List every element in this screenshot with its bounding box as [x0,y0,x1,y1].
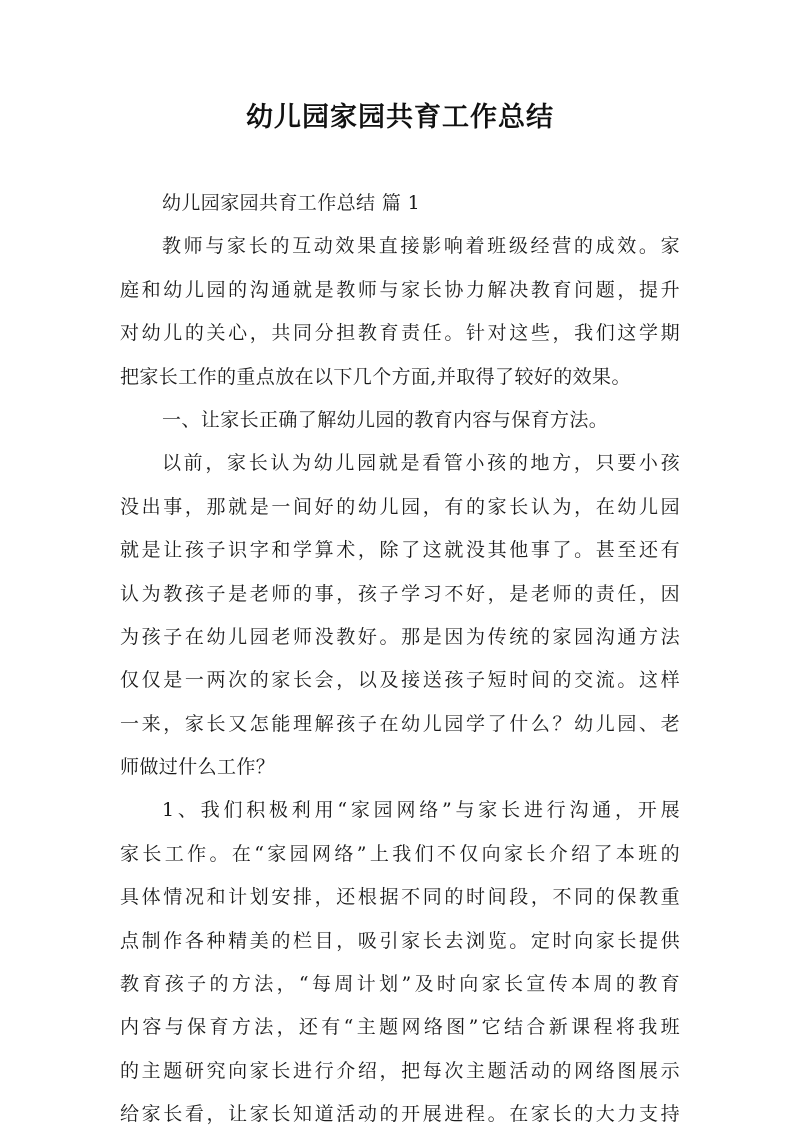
body-line: 一、让家长正确了解幼儿园的教育内容与保育方法。 [162,408,609,431]
body-line: 教师与家长的互动效果直接影响着班级经营的成效。家 [162,235,680,258]
document-body [120,182,680,1137]
body-line: 仅仅是一两次的家长会，以及接送孩子短时间的交流。这样 [120,669,680,692]
body-line: 一来，家长又怎能理解孩子在幼儿园学了什么？幼儿园、老 [120,712,680,735]
body-line: 没出事，那就是一间好的幼儿园，有的家长认为，在幼儿园 [120,495,680,518]
body-line: 具体情况和计划安排，还根据不同的时间段，不同的保教重 [120,886,680,909]
body-line: 把家长工作的重点放在以下几个方面,并取得了较好的效果。 [120,365,631,388]
document-title: 幼儿园家园共育工作总结 [246,102,554,133]
body-line: 师做过什么工作？ [120,756,276,779]
body-line: 幼儿园家园共育工作总结 篇 1 [162,192,421,214]
body-line: 1、我们积极利用“家园网络”与家长进行沟通，开展 [162,799,680,822]
body-line: 认为教孩子是老师的事，孩子学习不好，是老师的责任，因 [120,582,680,605]
body-line: 教育孩子的方法，“每周计划”及时向家长宣传本周的教育 [120,973,680,996]
body-line: 为孩子在幼儿园老师没教好。那是因为传统的家园沟通方法 [120,625,680,648]
body-line: 庭和幼儿园的沟通就是教师与家长协力解决教育问题，提升 [120,278,680,301]
body-line: 的主题研究向家长进行介绍，把每次主题活动的网络图展示 [120,1059,680,1082]
body-line: 以前，家长认为幼儿园就是看管小孩的地方，只要小孩 [162,452,680,475]
body-line: 内容与保育方法，还有“主题网络图”它结合新课程将我班 [120,1016,680,1039]
body-line: 点制作各种精美的栏目，吸引家长去浏览。定时向家长提供 [120,929,680,952]
body-line: 对幼儿的关心，共同分担教育责任。针对这些，我们这学期 [120,322,680,345]
body-line: 给家长看，让家长知道活动的开展进程。在家长的大力支持 [120,1103,680,1126]
body-line: 家长工作。在“家园网络”上我们不仅向家长介绍了本班的 [120,842,680,865]
body-line: 就是让孩子识字和学算术，除了这就没其他事了。甚至还有 [120,539,680,562]
